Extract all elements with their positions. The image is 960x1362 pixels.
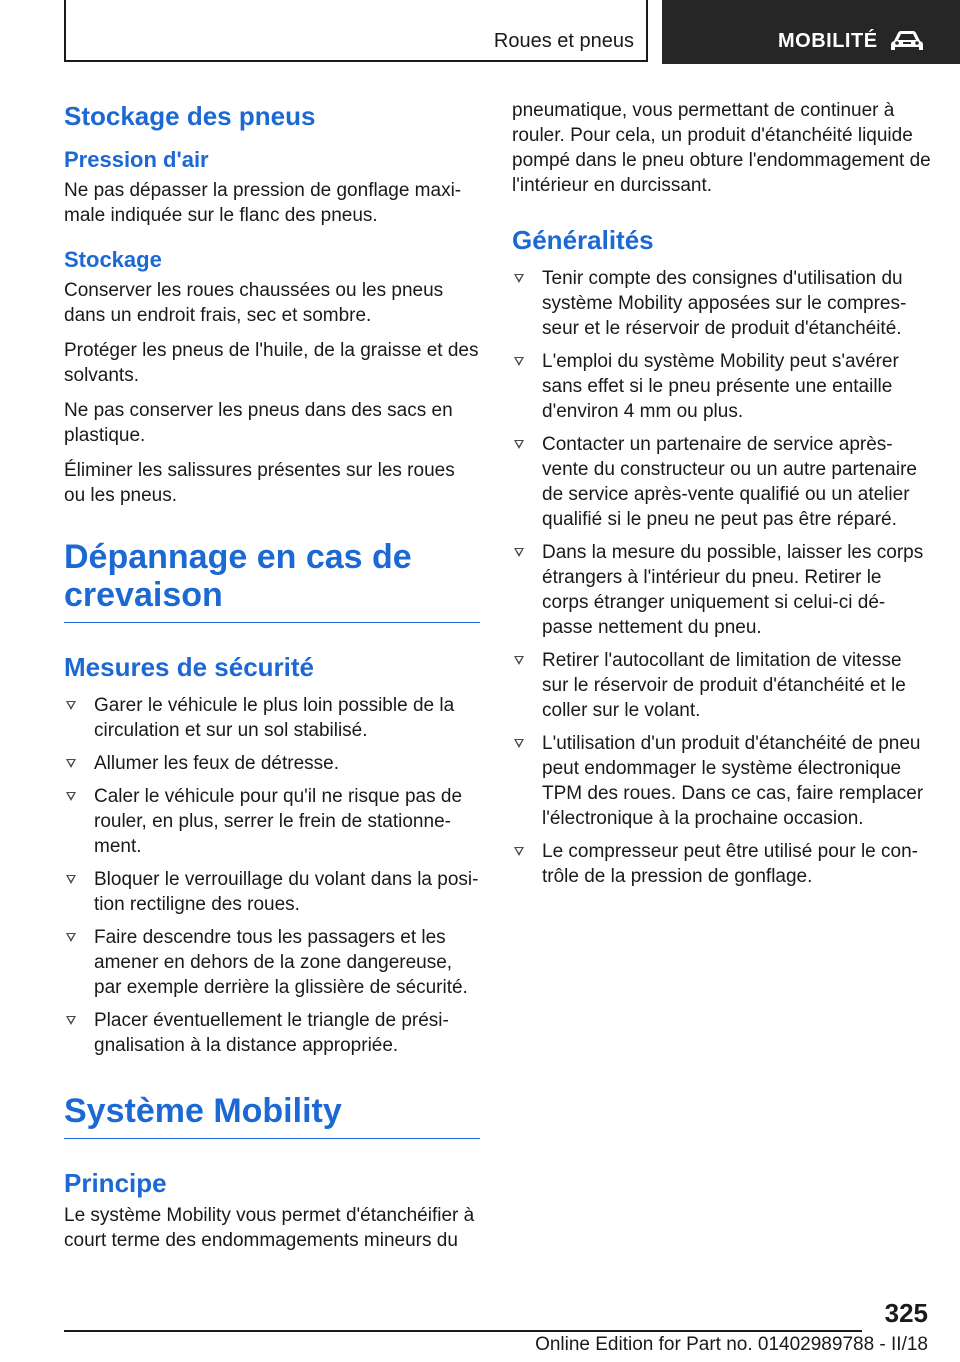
triangle-bullet-icon xyxy=(66,759,76,768)
triangle-bullet-icon xyxy=(514,357,524,366)
list-item: Contacter un partenaire de service après-vente du constructeur ou un autre partenaire de service après-vente qualifié ou un atelier qualifié si le pneu ne peut pas être réparé. xyxy=(512,432,932,532)
header-chapter-tab xyxy=(662,0,960,64)
list-item: L'emploi du système Mobility peut s'avérer sans effet si le pneu présente une entaille d'environ 4 mm ou plus. xyxy=(512,349,932,424)
section-title-principe: Principe xyxy=(64,1168,167,1198)
car-icon xyxy=(890,30,924,52)
header-chapter-title: MOBILITÉ xyxy=(778,30,878,52)
paragraph-stockage-1: Conserver les roues chaussées ou les pneus dans un endroit frais, sec et sombre. xyxy=(64,280,444,326)
list-item: L'utilisation d'un produit d'étanchéité de pneu peut endommager le système électronique TPM des roues. Dans ce cas, faire remplacer l'électronique à la prochaine occasion. xyxy=(512,731,932,831)
list-item: Faire descendre tous les passagers et les amener en dehors de la zone dangereuse, par exemple derrière la glissière de sécurité. xyxy=(64,925,480,1000)
page-number: 325 xyxy=(884,1298,928,1328)
chapter-title-depannage: Dépannage en cas de crevaison xyxy=(64,538,480,623)
triangle-bullet-icon xyxy=(66,1016,76,1025)
header-section-title: Roues et pneus xyxy=(493,30,634,52)
list-item: Retirer l'autocollant de limitation de vitesse sur le réservoir de produit d'étanchéité et le coller sur le volant. xyxy=(512,648,932,723)
triangle-bullet-icon xyxy=(514,847,524,856)
left-column xyxy=(64,100,480,1263)
list-item: Caler le véhicule pour qu'il ne risque pas de rouler, en plus, serrer le frein de stationne-ment. xyxy=(64,784,480,859)
subsection-title-pression: Pression d'air xyxy=(64,147,209,172)
list-item: Allumer les feux de détresse. xyxy=(64,751,480,776)
list-item: Tenir compte des consignes d'utilisation du système Mobility apposées sur le compres-seur et le réservoir de produit d'étanchéité. xyxy=(512,266,932,341)
triangle-bullet-icon xyxy=(66,933,76,942)
list-item: Bloquer le verrouillage du volant dans la posi-tion rectiligne des roues. xyxy=(64,867,480,917)
triangle-bullet-icon xyxy=(514,548,524,557)
chapter-title-mobility: Système Mobility xyxy=(64,1092,480,1139)
footer-edition-text: Online Edition for Part no. 01402989788 - II/18 xyxy=(535,1334,928,1355)
triangle-bullet-icon xyxy=(514,739,524,748)
triangle-bullet-icon xyxy=(514,440,524,449)
triangle-bullet-icon xyxy=(514,656,524,665)
list-mesures xyxy=(64,693,480,1058)
paragraph-principe-continued: pneumatique, vous permettant de continuer à rouler. Pour cela, un produit d'étanchéité liquide pompé dans le pneu obture l'endommagement de l'intérieur en durcissant. xyxy=(512,100,931,196)
triangle-bullet-icon xyxy=(66,792,76,801)
section-title-stockage-pneus: Stockage des pneus xyxy=(64,101,316,131)
list-generalites xyxy=(512,266,932,889)
triangle-bullet-icon xyxy=(66,875,76,884)
footer-divider xyxy=(64,1330,862,1332)
section-title-mesures: Mesures de sécurité xyxy=(64,652,315,682)
paragraph-stockage-4: Éliminer les salissures présentes sur les roues ou les pneus. xyxy=(64,460,455,506)
paragraph-stockage-3: Ne pas conserver les pneus dans des sacs en plastique. xyxy=(64,400,453,446)
list-item: Le compresseur peut être utilisé pour le con-trôle de la pression de gonflage. xyxy=(512,839,932,889)
paragraph-stockage-2: Protéger les pneus de l'huile, de la graisse et des solvants. xyxy=(64,340,479,386)
list-item: Dans la mesure du possible, laisser les corps étrangers à l'intérieur du pneu. Retirer le corps étranger uniquement si celui-ci dé-passe nettement du pneu. xyxy=(512,540,932,640)
triangle-bullet-icon xyxy=(514,274,524,283)
list-item: Placer éventuellement le triangle de prési-gnalisation à la distance appropriée. xyxy=(64,1008,480,1058)
triangle-bullet-icon xyxy=(66,701,76,710)
right-column xyxy=(512,98,932,897)
paragraph-pression: Ne pas dépasser la pression de gonflage maxi-male indiquée sur le flanc des pneus. xyxy=(64,180,462,226)
list-item: Garer le véhicule le plus loin possible de la circulation et sur un sol stabilisé. xyxy=(64,693,480,743)
paragraph-principe: Le système Mobility vous permet d'étanchéifier à court terme des endommagements mineurs du xyxy=(64,1205,475,1251)
subsection-title-stockage: Stockage xyxy=(64,247,162,272)
section-title-generalites: Généralités xyxy=(512,225,654,255)
